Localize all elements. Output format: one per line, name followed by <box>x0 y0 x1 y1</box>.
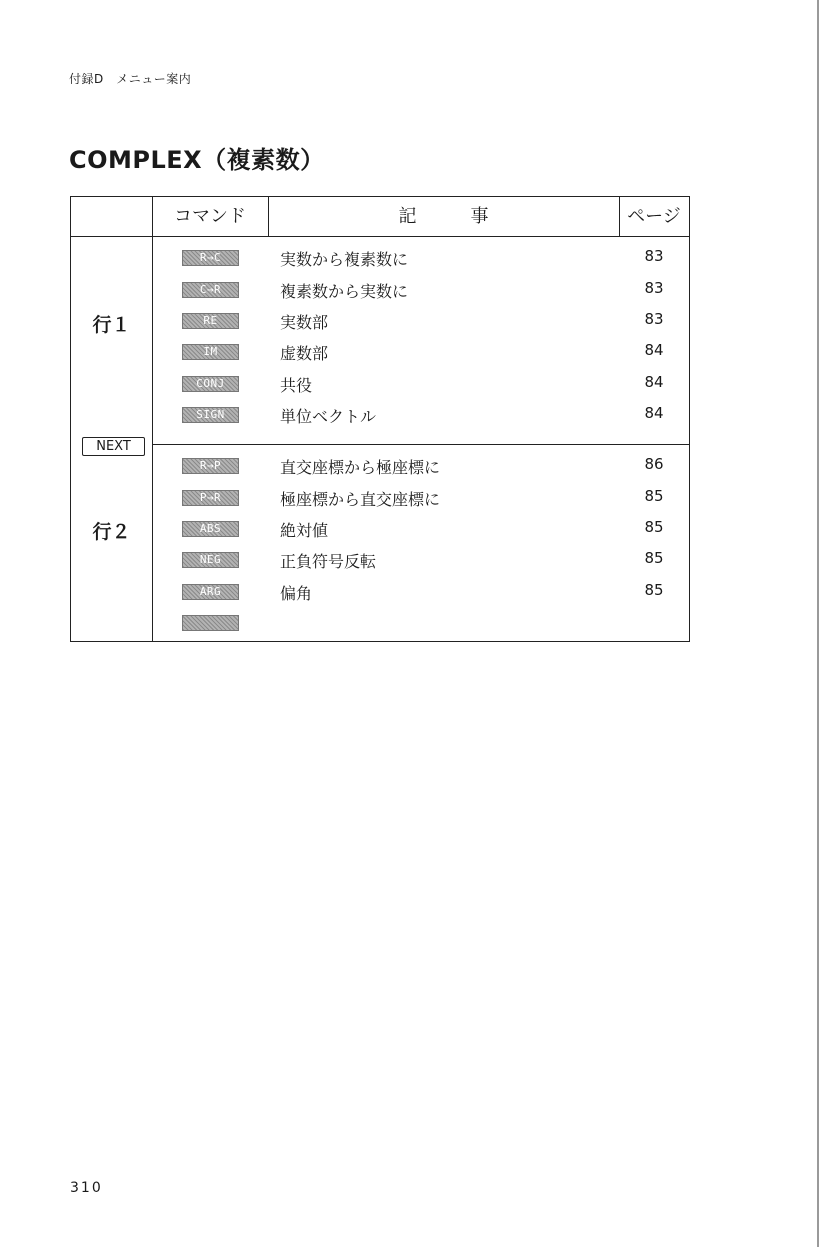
softkey-arg[interactable]: ARG <box>182 584 239 600</box>
page-edge-rule <box>817 0 819 1247</box>
header-description: 記 事 <box>398 206 489 227</box>
page-ref: 84 <box>644 404 664 422</box>
description: 絶対値 <box>280 521 329 540</box>
page-ref: 83 <box>644 310 664 328</box>
row1-label: 行１ <box>92 314 131 336</box>
page-ref: 83 <box>644 247 664 265</box>
description: 直交座標から極座標に <box>280 458 441 477</box>
softkey-re[interactable]: RE <box>182 313 239 329</box>
description: 正負符号反転 <box>280 552 377 571</box>
softkey-conj[interactable]: CONJ <box>182 376 239 392</box>
table-row <box>71 453 689 481</box>
table-row <box>71 516 689 544</box>
page-ref: 86 <box>644 455 664 473</box>
description: 実数部 <box>280 313 329 332</box>
page-ref: 85 <box>644 518 664 536</box>
table-row <box>71 308 689 336</box>
running-head: 付録D メニュー案内 <box>69 72 192 86</box>
description: 単位ベクトル <box>280 407 377 426</box>
softkey-r-to-p[interactable]: R→P <box>182 458 239 474</box>
description: 共役 <box>280 376 313 395</box>
header-rule <box>71 236 689 237</box>
description: 極座標から直交座標に <box>280 490 441 509</box>
softkey-p-to-r[interactable]: P→R <box>182 490 239 506</box>
softkey-r-to-c[interactable]: R→C <box>182 250 239 266</box>
row-group-divider <box>152 444 689 445</box>
table-row <box>71 547 689 575</box>
row2-label: 行２ <box>92 521 131 543</box>
table-row <box>71 402 689 430</box>
menu-table <box>70 196 690 642</box>
softkey-blank[interactable] <box>182 615 239 631</box>
header-page: ページ <box>627 206 681 227</box>
page-number: 310 <box>70 1180 103 1196</box>
softkey-neg[interactable]: NEG <box>182 552 239 568</box>
table-row <box>71 610 689 638</box>
table-row <box>71 245 689 273</box>
page-ref: 85 <box>644 487 664 505</box>
description: 虚数部 <box>280 344 329 363</box>
page-ref: 83 <box>644 279 664 297</box>
header-command: コマンド <box>174 206 246 227</box>
table-row <box>71 339 689 367</box>
page-ref: 85 <box>644 549 664 567</box>
table-row <box>71 579 689 607</box>
description: 偏角 <box>280 584 313 603</box>
softkey-im[interactable]: IM <box>182 344 239 360</box>
table-row <box>71 485 689 513</box>
softkey-c-to-r[interactable]: C→R <box>182 282 239 298</box>
table-row <box>71 277 689 305</box>
section-title: COMPLEX（複素数） <box>69 146 325 174</box>
page-ref: 84 <box>644 341 664 359</box>
page-ref: 84 <box>644 373 664 391</box>
page-ref: 85 <box>644 581 664 599</box>
table-row <box>71 371 689 399</box>
description: 複素数から実数に <box>280 282 409 301</box>
softkey-abs[interactable]: ABS <box>182 521 239 537</box>
description: 実数から複素数に <box>280 250 409 269</box>
next-key[interactable]: NEXT <box>82 437 145 456</box>
softkey-sign[interactable]: SIGN <box>182 407 239 423</box>
